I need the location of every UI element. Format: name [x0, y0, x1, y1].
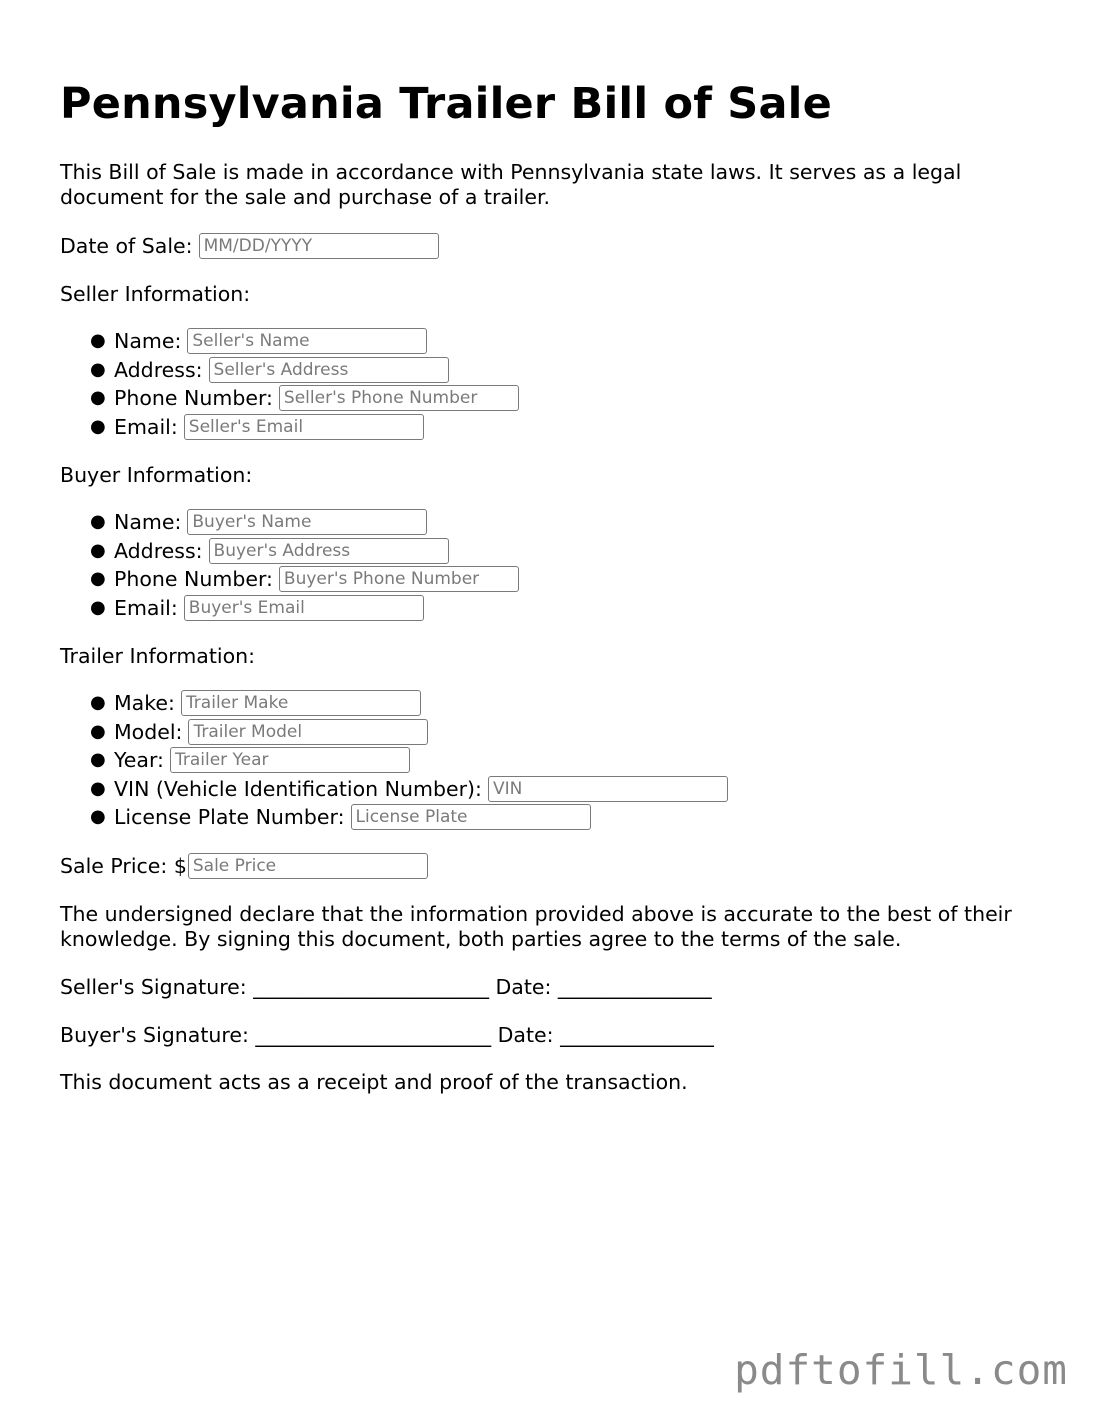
seller-address-label: Address:: [114, 357, 203, 382]
sale-price-row: [60, 852, 1040, 880]
seller-name-label: Name:: [114, 329, 182, 353]
list-item: [90, 413, 1040, 442]
trailer-license-plate-label: License Plate Number:: [114, 805, 345, 829]
buyer-signature-line: Buyer's Signature: _______________________ Date: _______________: [60, 1022, 714, 1047]
trailer-year-label: Year:: [114, 748, 164, 772]
watermark-text: pdftofill.com: [734, 1346, 1068, 1394]
sale-price-input[interactable]: [188, 853, 428, 879]
bullet-icon: ●: [90, 330, 106, 351]
buyer-name-label: Name:: [114, 510, 182, 534]
trailer-make-input[interactable]: [181, 690, 421, 716]
bullet-icon: ●: [90, 511, 106, 532]
buyer-field-list: [60, 508, 1040, 622]
seller-phone-label: Phone Number:: [114, 386, 273, 410]
trailer-vin-label: VIN (Vehicle Identification Number):: [114, 776, 482, 801]
closing-statement: This document acts as a receipt and proof of the transaction.: [60, 1069, 688, 1094]
trailer-vin-input[interactable]: [488, 776, 728, 802]
list-item: [90, 384, 1040, 413]
intro-paragraph: This Bill of Sale is made in accordance with Pennsylvania state laws. It serves as a legal document for the sale and purchase of a trailer.: [60, 160, 962, 209]
trailer-make-label: Make:: [114, 691, 175, 715]
trailer-field-list: [60, 689, 1040, 832]
seller-address-input[interactable]: [209, 357, 449, 383]
bullet-icon: ●: [90, 596, 106, 618]
seller-name-input[interactable]: [187, 328, 427, 354]
document-page: [60, 78, 1040, 1095]
buyer-email-input[interactable]: [184, 595, 424, 621]
list-item: [90, 803, 1040, 832]
list-item: [90, 746, 1040, 775]
date-of-sale-label: Date of Sale:: [60, 234, 193, 258]
buyer-address-input[interactable]: [209, 538, 449, 564]
bullet-icon: ●: [90, 692, 106, 713]
list-item: [90, 537, 1040, 566]
seller-phone-input[interactable]: [279, 385, 519, 411]
list-item: [90, 565, 1040, 594]
list-item: [90, 718, 1040, 747]
seller-signature-line: Seller's Signature: _______________________ Date: _______________: [60, 974, 712, 999]
declaration-paragraph: The undersigned declare that the information provided above is accurate to the best of their knowledge. By signing this document, both parties agree to the terms of the sale.: [60, 901, 1012, 951]
trailer-section-heading: Trailer Information:: [60, 644, 256, 668]
list-item: [90, 689, 1040, 718]
seller-field-list: [60, 327, 1040, 441]
list-item: [90, 508, 1040, 537]
buyer-name-input[interactable]: [187, 509, 427, 535]
date-of-sale-input[interactable]: [199, 233, 439, 259]
bullet-icon: ●: [90, 720, 106, 742]
seller-email-input[interactable]: [184, 414, 424, 440]
bullet-icon: ●: [90, 387, 106, 408]
list-item: [90, 356, 1040, 385]
buyer-section-heading: Buyer Information:: [60, 463, 253, 487]
seller-section-heading: Seller Information:: [60, 282, 251, 306]
bullet-icon: ●: [90, 415, 106, 437]
sale-price-label: Sale Price: $: [60, 853, 187, 878]
bullet-icon: ●: [90, 539, 106, 561]
trailer-model-label: Model:: [114, 719, 183, 744]
bullet-icon: ●: [90, 358, 106, 380]
buyer-phone-input[interactable]: [279, 566, 519, 592]
buyer-address-label: Address:: [114, 538, 203, 563]
bullet-icon: ●: [90, 749, 106, 770]
page-title: Pennsylvania Trailer Bill of Sale: [60, 79, 832, 129]
list-item: [90, 327, 1040, 356]
trailer-license-plate-input[interactable]: [351, 804, 591, 830]
bullet-icon: ●: [90, 806, 106, 827]
buyer-email-label: Email:: [114, 595, 178, 620]
seller-email-label: Email:: [114, 414, 178, 439]
buyer-phone-label: Phone Number:: [114, 567, 273, 591]
list-item: [90, 594, 1040, 623]
bullet-icon: ●: [90, 568, 106, 589]
trailer-model-input[interactable]: [188, 719, 428, 745]
list-item: [90, 775, 1040, 804]
bullet-icon: ●: [90, 777, 106, 799]
date-of-sale-row: [60, 232, 1040, 260]
trailer-year-input[interactable]: [170, 747, 410, 773]
